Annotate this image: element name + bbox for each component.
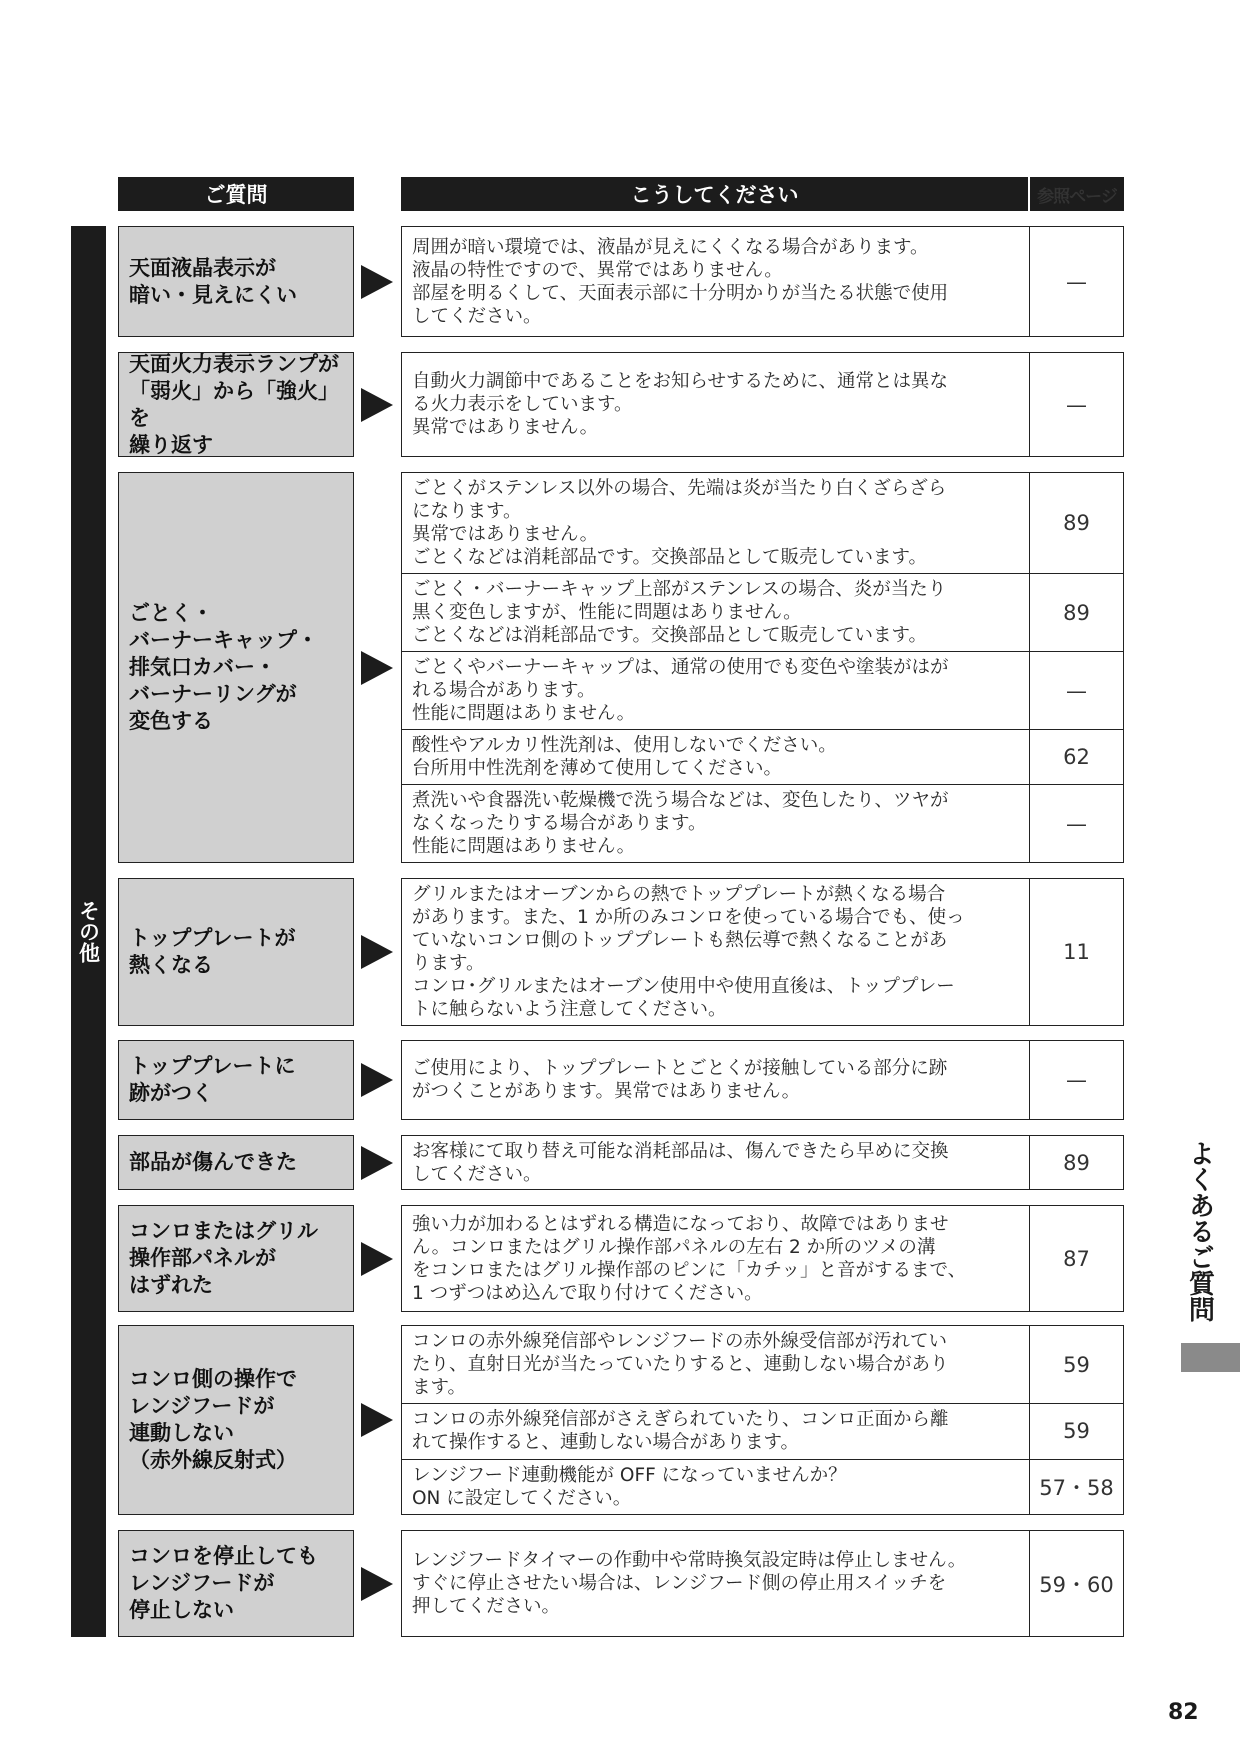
answer-table xyxy=(401,1325,1124,1515)
reference-page: 59 xyxy=(1063,1352,1090,1377)
answer-row xyxy=(402,784,1123,862)
side-tab-label: よくあるご質問 xyxy=(1184,1140,1215,1322)
reference-page: 87 xyxy=(1063,1246,1090,1271)
answer-line: 煮洗いや食器洗い乾燥機で洗う場合などは、変色したり、ツヤが xyxy=(412,790,949,811)
reference-page: — xyxy=(1066,678,1087,703)
question-box xyxy=(118,226,354,337)
arrow-icon xyxy=(361,1146,393,1180)
question-line: （赤外線反射式） xyxy=(129,1448,297,1472)
question-line: バーナーキャップ・ xyxy=(129,628,318,652)
answer-row xyxy=(402,353,1123,456)
reference-page: — xyxy=(1066,1068,1087,1092)
question-line: はずれた xyxy=(129,1273,213,1297)
answer-row xyxy=(402,1403,1123,1459)
faq-group xyxy=(0,878,1240,1026)
answer-text xyxy=(402,1041,1030,1119)
answer-row xyxy=(402,1206,1123,1311)
answer-text xyxy=(402,1460,1030,1515)
answer-line: 性能に問題はありません。 xyxy=(412,836,636,857)
answer-row xyxy=(402,1041,1123,1119)
question-line: バーナーリングが xyxy=(129,682,297,706)
answer-line: 1 つずつはめ込んで取り付けてください。 xyxy=(412,1282,763,1304)
faq-group xyxy=(0,1205,1240,1312)
answer-line: れる場合があります。 xyxy=(412,680,596,701)
answer-text xyxy=(402,227,1030,336)
reference-page: 11 xyxy=(1063,940,1090,964)
answer-line: がつくことがあります。異常ではありません。 xyxy=(412,1081,801,1102)
question-line: 「弱火」から「強火」を xyxy=(129,378,339,430)
arrow-icon xyxy=(361,1242,393,1276)
arrow-icon xyxy=(361,651,393,685)
question-line: コンロまたはグリル xyxy=(129,1219,318,1243)
answer-text xyxy=(402,1206,1030,1311)
question-box xyxy=(118,878,354,1026)
answer-line: 周囲が暗い環境では、液晶が見えにくくなる場合があります。 xyxy=(412,236,929,258)
question-line: コンロ側の操作で xyxy=(129,1367,297,1391)
answer-line: すぐに停止させたい場合は、レンジフード側の停止用スイッチを xyxy=(412,1573,947,1594)
side-tab-marker xyxy=(1181,1343,1240,1372)
answer-line: トに触らないよう注意してください。 xyxy=(412,999,727,1020)
question-line: 熱くなる xyxy=(129,953,213,977)
page-number: 82 xyxy=(1168,1700,1199,1725)
answer-table xyxy=(401,1135,1124,1190)
answer-line: ん。コンロまたはグリル操作部パネルの左右 2 か所のツメの溝 xyxy=(412,1236,936,1258)
answer-text xyxy=(402,353,1030,456)
answer-table xyxy=(401,1530,1124,1637)
question-line: トッププレートに xyxy=(129,1054,296,1078)
answer-table xyxy=(401,1205,1124,1312)
answer-text xyxy=(402,574,1030,651)
answer-text xyxy=(402,1326,1030,1403)
answer-line: コンロの赤外線発信部やレンジフードの赤外線受信部が汚れてい xyxy=(412,1331,948,1352)
question-line: 連動しない xyxy=(129,1421,234,1445)
answer-row xyxy=(402,879,1123,1025)
answer-line: お客様にて取り替え可能な消耗部品は、傷んできたら早めに交換 xyxy=(412,1141,949,1162)
question-line: 跡がつく xyxy=(129,1081,213,1105)
reference-page: 62 xyxy=(1063,745,1090,769)
answer-row xyxy=(402,1459,1123,1515)
reference-page: — xyxy=(1066,392,1087,417)
question-line: 排気口カバー・ xyxy=(129,655,276,679)
answer-text xyxy=(402,730,1030,784)
answer-line: 強い力が加わるとはずれる構造になっており、故障ではありませ xyxy=(412,1213,949,1235)
answer-line: 異常ではありません。 xyxy=(412,417,599,438)
question-line: 繰り返す xyxy=(129,432,213,457)
answer-row xyxy=(402,473,1123,573)
reference-page: 59 xyxy=(1063,1419,1090,1444)
answer-text xyxy=(402,785,1030,862)
question-line: レンジフードが xyxy=(129,1571,275,1595)
answer-line: る火力表示をしています。 xyxy=(412,394,633,415)
answer-line: してください。 xyxy=(412,1164,542,1185)
answer-line: れて操作すると、連動しない場合があります。 xyxy=(412,1432,800,1454)
faq-group xyxy=(0,1325,1240,1515)
answer-line: 部屋を明るくして、天面表示部に十分明かりが当たる状態で使用 xyxy=(412,282,949,304)
faq-group xyxy=(0,352,1240,457)
reference-page: 57・58 xyxy=(1039,1475,1114,1500)
question-line: 変色する xyxy=(129,709,213,733)
question-box xyxy=(118,1530,354,1637)
answer-row xyxy=(402,651,1123,729)
reference-page: 89 xyxy=(1063,600,1090,625)
answer-line: 台所用中性洗剤を薄めて使用してください。 xyxy=(412,758,783,779)
arrow-icon xyxy=(361,935,393,969)
answer-table xyxy=(401,226,1124,337)
section-label: その他 xyxy=(71,226,106,1637)
answer-line: ごとくがステンレス以外の場合、先端は炎が当たり白くざらざら xyxy=(412,478,947,499)
arrow-icon xyxy=(361,1567,393,1601)
answer-line: グリルまたはオーブンからの熱でトッププレートが熱くなる場合 xyxy=(412,884,946,905)
question-header: ご質問 xyxy=(118,177,354,211)
answer-row xyxy=(402,1531,1123,1636)
answer-line: 性能に問題はありません。 xyxy=(412,703,636,724)
question-line: 天面火力表示ランプが xyxy=(129,351,339,376)
answer-header: こうしてください xyxy=(401,177,1028,211)
answer-text xyxy=(402,1531,1030,1636)
answer-line: ごとくやバーナーキャップは、通常の使用でも変色や塗装がはが xyxy=(412,657,949,678)
question-box xyxy=(118,1135,354,1190)
answer-row xyxy=(402,729,1123,784)
question-box xyxy=(118,472,354,863)
question-box xyxy=(118,1040,354,1120)
answer-line: ります。 xyxy=(412,953,485,974)
answer-row xyxy=(402,573,1123,651)
question-line: 暗い・見えにくい xyxy=(129,282,297,307)
question-line: トッププレートが xyxy=(129,926,296,950)
answer-line: コンロの赤外線発信部がさえぎられていたり、コンロ正面から離 xyxy=(412,1409,949,1431)
answer-line: ON に設定してください。 xyxy=(412,1487,632,1509)
arrow-icon xyxy=(361,1063,393,1097)
reference-header: 参照ページ xyxy=(1030,177,1124,211)
answer-line: をコンロまたはグリル操作部のピンに「カチッ」と音がするまで、 xyxy=(412,1259,967,1281)
faq-group xyxy=(0,472,1240,863)
answer-line: 異常ではありません。 xyxy=(412,524,599,545)
answer-line: 押してください。 xyxy=(412,1596,561,1617)
faq-group xyxy=(0,1040,1240,1120)
answer-line: ご使用により、トッププレートとごとくが接触している部分に跡 xyxy=(412,1058,948,1079)
answer-line: があります。また、1 か所のみコンロを使っている場合でも、使っ xyxy=(412,907,965,928)
question-line: ごとく・ xyxy=(129,601,213,625)
answer-line: コンロ･グリルまたはオーブン使用中や使用直後は、トッププレー xyxy=(412,976,955,997)
answer-table xyxy=(401,878,1124,1026)
answer-line: 自動火力調節中であることをお知らせするために、通常とは異な xyxy=(412,371,948,392)
reference-page: — xyxy=(1066,269,1087,294)
answer-line: ます。 xyxy=(412,1377,467,1398)
answer-table xyxy=(401,1040,1124,1120)
faq-group xyxy=(0,1135,1240,1190)
reference-page: 89 xyxy=(1063,1151,1090,1175)
answer-row xyxy=(402,227,1123,336)
reference-page: 89 xyxy=(1063,511,1090,535)
question-box xyxy=(118,352,354,457)
question-box xyxy=(118,1205,354,1312)
answer-line: レンジフード連動機能が OFF になっていませんか？ xyxy=(412,1464,847,1486)
faq-group xyxy=(0,226,1240,337)
question-line: レンジフードが xyxy=(129,1394,275,1418)
answer-line: 黒く変色しますが、性能に問題はありません。 xyxy=(412,602,802,623)
reference-page: — xyxy=(1066,811,1087,836)
question-line: コンロを停止しても xyxy=(129,1544,318,1568)
answer-line: になります。 xyxy=(412,501,522,522)
question-box xyxy=(118,1325,354,1515)
answer-line: 液晶の特性ですので、異常ではありません。 xyxy=(412,259,783,281)
answer-row xyxy=(402,1326,1123,1403)
answer-line: ていないコンロ側のトッププレートも熱伝導で熱くなることがあ xyxy=(412,930,948,951)
answer-table xyxy=(401,472,1124,863)
answer-line: たり、直射日光が当たっていたりすると、連動しない場合があり xyxy=(412,1354,949,1375)
answer-line: レンジフードタイマーの作動中や常時換気設定時は停止しません。 xyxy=(412,1550,967,1571)
answer-text xyxy=(402,1404,1030,1459)
arrow-icon xyxy=(361,265,393,299)
answer-text xyxy=(402,1136,1030,1190)
answer-line: ごとく・バーナーキャップ上部がステンレスの場合、炎が当たり xyxy=(412,579,947,600)
answer-row xyxy=(402,1136,1123,1190)
answer-line: 酸性やアルカリ性洗剤は、使用しないでください。 xyxy=(412,735,837,756)
answer-text xyxy=(402,879,1030,1025)
question-line: 操作部パネルが xyxy=(129,1246,276,1270)
reference-page: 59・60 xyxy=(1039,1572,1114,1597)
answer-table xyxy=(401,352,1124,457)
arrow-icon xyxy=(361,388,393,422)
answer-line: してください。 xyxy=(412,305,542,327)
answer-line: なくなったりする場合があります。 xyxy=(412,813,707,834)
faq-group xyxy=(0,1530,1240,1637)
answer-line: ごとくなどは消耗部品です。交換部品として販売しています。 xyxy=(412,547,928,568)
arrow-icon xyxy=(361,1403,393,1437)
answer-text xyxy=(402,473,1030,573)
answer-line: ごとくなどは消耗部品です。交換部品として販売しています。 xyxy=(412,625,928,646)
question-line: 停止しない xyxy=(129,1598,234,1622)
answer-text xyxy=(402,652,1030,729)
question-line: 部品が傷んできた xyxy=(129,1150,297,1174)
question-line: 天面液晶表示が xyxy=(129,255,276,280)
